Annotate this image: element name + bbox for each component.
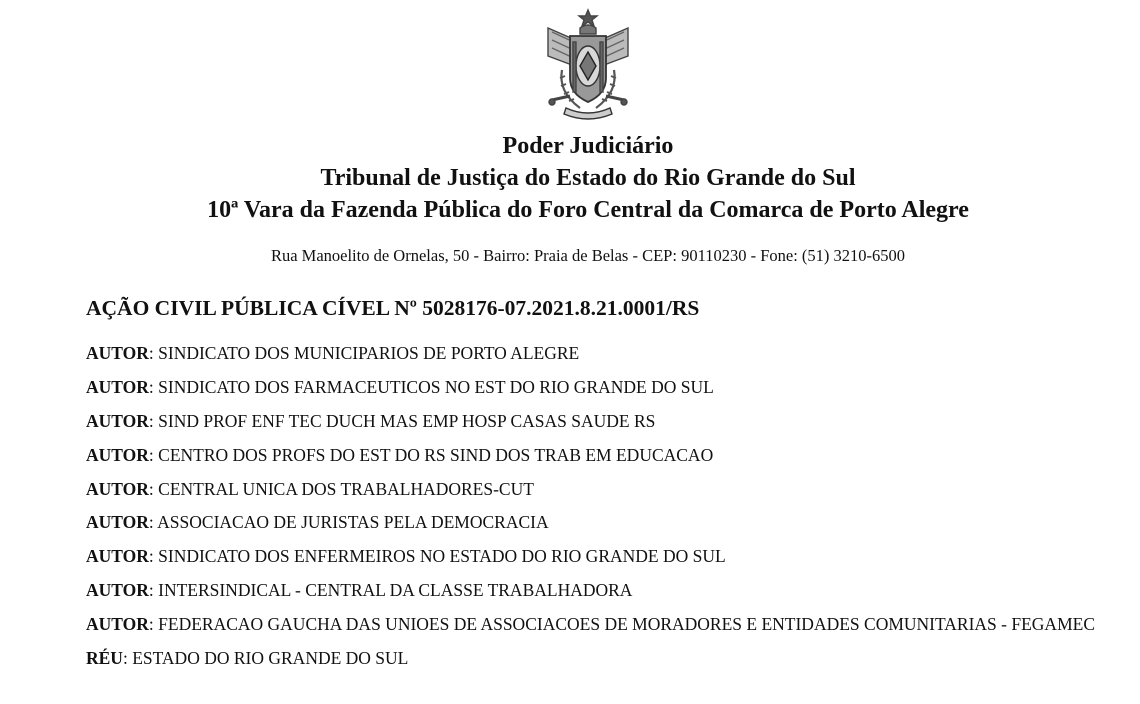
party-name: SINDICATO DOS MUNICIPARIOS DE PORTO ALEGRE (158, 343, 580, 363)
party-item: AUTOR: INTERSINDICAL - CENTRAL DA CLASSE TRABALHADORA (86, 580, 633, 601)
court-address: Rua Manoelito de Ornelas, 50 - Bairro: Praia de Belas - CEP: 90110230 - Fone: (51) 3210-6500 (270, 246, 906, 265)
parties-list (86, 341, 1106, 680)
party-item: AUTOR: FEDERACAO GAUCHA DAS UNIOES DE ASSOCIACOES DE MORADORES E ENTIDADES COMUNITARIAS - FEGAMEC (86, 614, 1095, 635)
party-item: AUTOR: SINDICATO DOS FARMACEUTICOS NO EST DO RIO GRANDE DO SUL (86, 376, 714, 397)
party-role: AUTOR (86, 546, 149, 567)
party-item: AUTOR: SINDICATO DOS ENFERMEIROS NO ESTADO DO RIO GRANDE DO SUL (86, 546, 726, 567)
party-item: AUTOR: CENTRO DOS PROFS DO EST DO RS SIND DOS TRAB EM EDUCACAO (86, 444, 714, 465)
party-role: AUTOR (86, 410, 149, 431)
party-role: AUTOR (86, 444, 149, 465)
party-name: FEDERACAO GAUCHA DAS UNIOES DE ASSOCIACOES DE MORADORES E ENTIDADES COMUNITARIAS - FEGAMEC (158, 614, 1095, 635)
party-item: AUTOR: SIND PROF ENF TEC DUCH MAS EMP HOSP CASAS SAUDE RS (86, 410, 656, 431)
case-title: AÇÃO CIVIL PÚBLICA CÍVEL Nº 5028176-07.2021.8.21.0001/RS (86, 296, 700, 320)
party-role: AUTOR (86, 580, 149, 601)
party-item: AUTOR: SINDICATO DOS MUNICIPARIOS DE PORTO ALEGRE (86, 343, 580, 363)
party-name: ASSOCIACAO DE JURISTAS PELA DEMOCRACIA (157, 512, 549, 533)
party-role: RÉU (86, 648, 123, 669)
party-name: SIND PROF ENF TEC DUCH MAS EMP HOSP CASAS SAUDE RS (158, 410, 656, 431)
party-name: SINDICATO DOS ENFERMEIROS NO ESTADO DO RIO GRANDE DO SUL (158, 546, 726, 567)
party-role: AUTOR (86, 376, 149, 397)
rio-grande-do-sul-coat-of-arms-icon (540, 8, 636, 122)
party-name: CENTRAL UNICA DOS TRABALHADORES-CUT (158, 478, 534, 499)
party-name: CENTRO DOS PROFS DO EST DO RS SIND DOS TRAB EM EDUCACAO (158, 444, 714, 465)
party-item: AUTOR: CENTRAL UNICA DOS TRABALHADORES-CUT (86, 478, 534, 499)
party-name: SINDICATO DOS FARMACEUTICOS NO EST DO RIO GRANDE DO SUL (158, 376, 714, 397)
party-role: AUTOR (86, 512, 149, 533)
court-header (0, 130, 1140, 226)
party-role: AUTOR (86, 478, 149, 499)
header-line-2: Tribunal de Justiça do Estado do Rio Grande do Sul (320, 165, 856, 191)
party-name: ESTADO DO RIO GRANDE DO SUL (132, 648, 409, 669)
party-role: AUTOR (86, 614, 149, 635)
party-name: INTERSINDICAL - CENTRAL DA CLASSE TRABALHADORA (158, 580, 633, 601)
party-item: AUTOR: ASSOCIACAO DE JURISTAS PELA DEMOCRACIA (86, 512, 549, 533)
party-role: AUTOR (86, 343, 149, 363)
party-item: RÉU: ESTADO DO RIO GRANDE DO SUL (86, 648, 409, 669)
header-line-3: 10ª Vara da Fazenda Pública do Foro Central da Comarca de Porto Alegre (207, 197, 969, 223)
header-line-1: Poder Judiciário (502, 133, 674, 159)
